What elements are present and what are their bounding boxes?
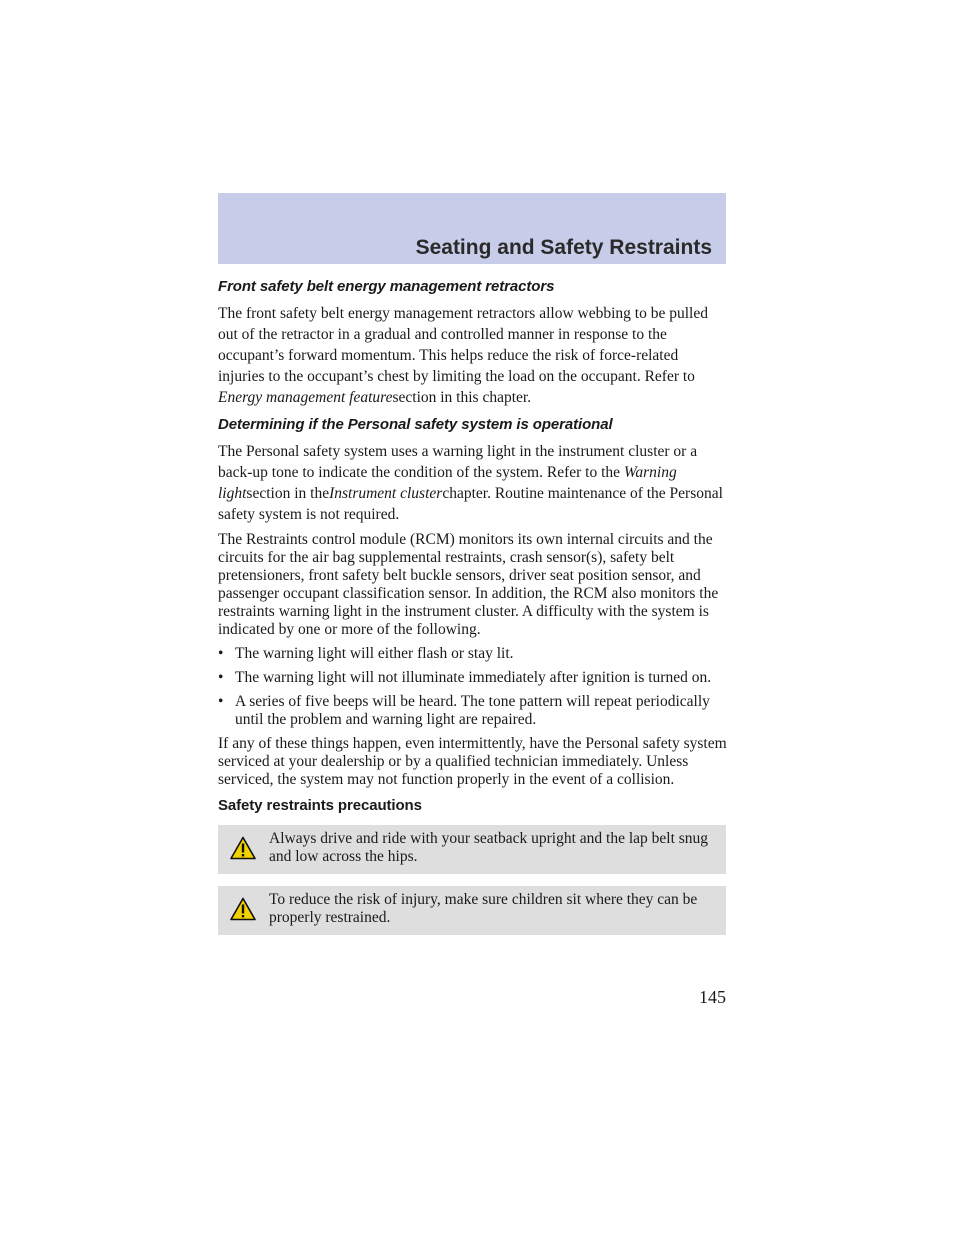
section-heading-retractors: Front safety belt energy management retractors — [218, 278, 555, 295]
page-number: 145 — [699, 987, 726, 1007]
warning-box — [218, 886, 726, 935]
page-content — [218, 276, 728, 947]
list-item-text: The warning light will either flash or stay lit. — [235, 645, 514, 662]
energy-management-reference: Energy management feature — [218, 389, 393, 406]
warning-text: Always drive and ride with your seatback upright and the lap belt snug and low across the hips. — [269, 830, 709, 865]
list-item — [218, 645, 728, 663]
warning-triangle-icon — [230, 897, 256, 921]
header-band — [218, 193, 726, 264]
warning-text: To reduce the risk of injury, make sure children sit where they can be properly restrained. — [269, 891, 698, 926]
operational-paragraph-1 — [218, 441, 728, 525]
bullet-icon: • — [218, 645, 224, 662]
operational-p1-mid: section in the — [246, 485, 330, 502]
retractors-text: The front safety belt energy management retractors allow webbing to be pulled out of the retractor in a gradual and controlled manner in response to the occupant’s forward momentum. This helps reduce the risk of force-related injuries to the occupant’s chest by limiting the load on the occupant. Refer to — [218, 305, 708, 385]
list-item-text: A series of five beeps will be heard. The tone pattern will repeat periodically until the problem and warning light are repaired. — [235, 693, 710, 728]
warning-triangle-icon — [230, 836, 256, 860]
bullet-icon: • — [218, 693, 224, 710]
retractors-text-end: section in this chapter. — [392, 389, 532, 406]
list-item — [218, 693, 728, 729]
section-heading-operational: Determining if the Personal safety system is operational — [218, 416, 613, 433]
operational-p1-text: The Personal safety system uses a warning light in the instrument cluster or a back-up tone to indicate the condition of the system. Refer to the — [218, 443, 698, 481]
list-item — [218, 669, 728, 687]
operational-paragraph-3: If any of these things happen, even intermittently, have the Personal safety system serviced at your dealership or by a qualified technician immediately. Unless serviced, the system may not function properly in the event of a collision. — [218, 735, 727, 788]
retractors-paragraph — [218, 303, 728, 408]
operational-paragraph-2: The Restraints control module (RCM) monitors its own internal circuits and the circuits for the air bag supplemental restraints, crash sensor(s), safety belt pretensioners, front safety belt buckle sensors, driver seat position sensor, and passenger occupant classification sensor. In addition, the RCM also monitors the restraints warning light in the instrument cluster. A difficulty with the system is indicated by one or more of the following. — [218, 531, 719, 638]
section-heading-precautions: Safety restraints precautions — [218, 797, 422, 814]
warning-box — [218, 825, 726, 874]
bullet-icon: • — [218, 669, 224, 686]
instrument-cluster-reference: Instrument cluster — [329, 485, 443, 502]
operational-p1-end: chapter. Routine maintenance of the Personal safety system is not required. — [218, 485, 723, 523]
list-item-text: The warning light will not illuminate immediately after ignition is turned on. — [235, 669, 712, 686]
chapter-title: Seating and Safety Restraints — [415, 236, 712, 259]
warning-light-reference: Warning light — [218, 464, 677, 502]
difficulty-list — [218, 645, 728, 729]
